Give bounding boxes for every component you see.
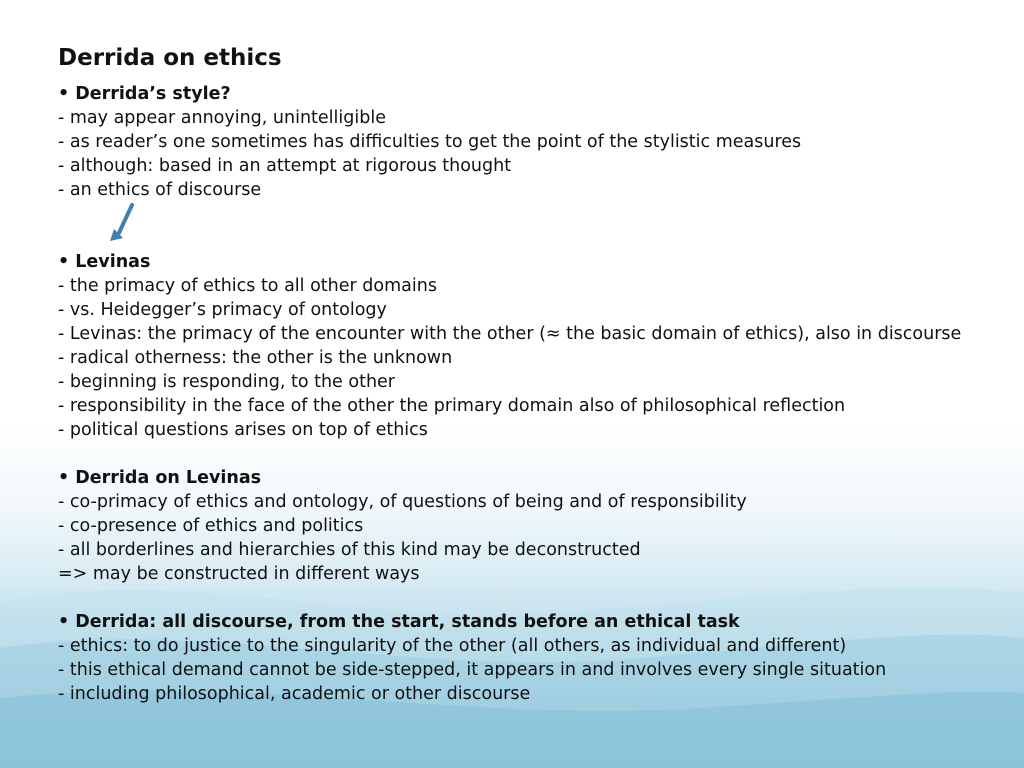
section-heading: • Derrida on Levinas [58,468,262,488]
bullet-line: - responsibility in the face of the other the primary domain also of philosophical reflection [58,396,846,416]
bullet-line: - ethics: to do justice to the singularity of the other (all others, as individual and different) [58,636,847,656]
section-heading: • Levinas [58,252,151,272]
section-derrida-style [58,82,963,202]
bullet-line: - political questions arises on top of ethics [58,420,428,440]
bullet-line: - co-primacy of ethics and ontology, of questions of being and of responsibility [58,492,747,512]
bullet-line: - this ethical demand cannot be side-stepped, it appears in and involves every single situation [58,660,887,680]
bullet-line: - beginning is responding, to the other [58,372,396,392]
arrow-down-left-icon [104,201,144,249]
bullet-line: - co-presence of ethics and politics [58,516,364,536]
slide-content [58,82,963,706]
bullet-line: - although: based in an attempt at rigorous thought [58,156,512,176]
bullet-line: - including philosophical, academic or other discourse [58,684,531,704]
bullet-line: - vs. Heidegger’s primacy of ontology [58,300,387,320]
bullet-line: - radical otherness: the other is the unknown [58,348,453,368]
section-heading: • Derrida: all discourse, from the start, stands before an ethical task [58,612,740,632]
bullet-line: - may appear annoying, unintelligible [58,108,386,128]
bullet-line: - all borderlines and hierarchies of this kind may be deconstructed [58,540,641,560]
bullet-line: - as reader’s one sometimes has difficulties to get the point of the stylistic measures [58,132,802,152]
bullet-line: => may be constructed in different ways [58,564,420,584]
bullet-line: - the primacy of ethics to all other domains [58,276,437,296]
bullet-line: - Levinas: the primacy of the encounter with the other (≈ the basic domain of ethics), also in discourse [58,324,962,344]
section-derrida-on-levinas [58,466,963,586]
slide-title: Derrida on ethics [58,45,282,71]
section-levinas [58,250,963,442]
section-ethical-task [58,610,963,706]
section-heading: • Derrida’s style? [58,84,231,104]
bullet-line: - an ethics of discourse [58,180,262,200]
